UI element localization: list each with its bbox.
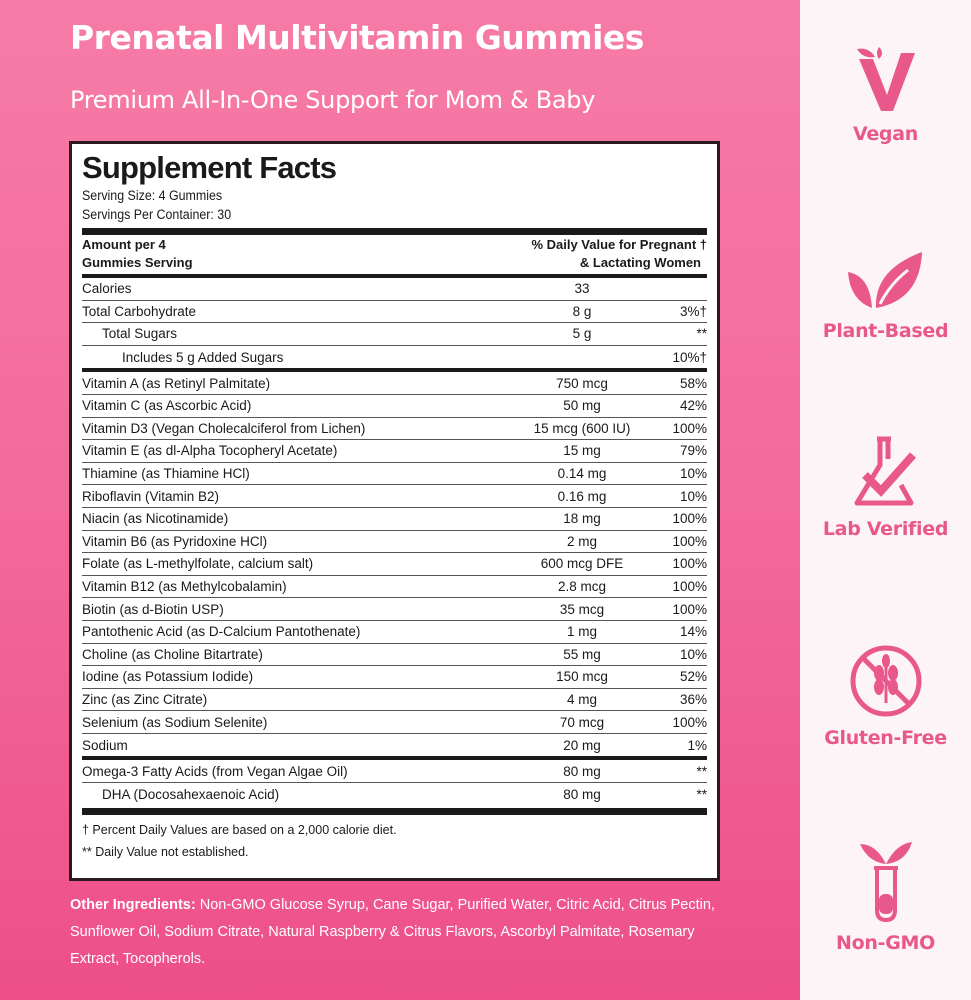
nutrient-amount: 15 mg bbox=[563, 443, 601, 459]
nutrient-daily-value: ** bbox=[696, 786, 707, 802]
nutrient-amount: 50 mg bbox=[563, 398, 601, 414]
nutrient-name: Vitamin C (as Ascorbic Acid) bbox=[82, 398, 252, 414]
col-dv: % Daily Value for Pregnant † bbox=[531, 237, 707, 252]
badge-label: Plant-Based bbox=[822, 320, 949, 342]
nutrient-amount: 80 mg bbox=[563, 786, 601, 802]
nutrient-amount: 4 mg bbox=[566, 691, 597, 707]
nutrient-daily-value: 1% bbox=[687, 737, 707, 753]
nutrient-name: Iodine (as Potassium Iodide) bbox=[82, 669, 254, 685]
nutrient-name: Includes 5 g Added Sugars bbox=[122, 349, 284, 365]
nutrient-amount: 80 mg bbox=[563, 763, 601, 779]
nutrient-name: Folate (as L-methylfolate, calcium salt) bbox=[82, 556, 314, 572]
nutrient-name: Total Carbohydrate bbox=[82, 303, 197, 319]
badge-label: Vegan bbox=[852, 123, 918, 145]
divider bbox=[82, 808, 707, 815]
col-dv-2: & Lactating Women bbox=[579, 255, 701, 270]
nutrient-name: Total Sugars bbox=[102, 326, 178, 342]
table-row bbox=[82, 531, 707, 554]
nutrient-amount: 20 mg bbox=[563, 737, 601, 753]
nutrient-daily-value: 10% bbox=[679, 488, 707, 504]
nutrient-amount: 750 mcg bbox=[556, 375, 608, 391]
ingredients-text: Non-GMO Glucose Syrup, Cane Sugar, Purified Water, Citric Acid, Citrus Pectin, Sunflower Oil, Sodium Citrate, Natural Raspberry & Citrus Flavors, Ascorbyl Palmitate, Rosemary Extract, Tocopherols. bbox=[70, 897, 715, 967]
badge-vegan bbox=[800, 45, 971, 145]
nutrient-daily-value: 42% bbox=[679, 398, 707, 414]
nutrient-daily-value: 10%† bbox=[672, 349, 707, 365]
footnote-not-established: ** Daily Value not established. bbox=[82, 844, 249, 859]
nutrient-amount: 2.8 mcg bbox=[557, 579, 607, 595]
nutrient-name: Choline (as Choline Bitartrate) bbox=[82, 646, 263, 662]
nutrient-amount: 150 mcg bbox=[556, 669, 608, 685]
table-row bbox=[82, 598, 707, 621]
nutrient-amount: 2 mg bbox=[566, 533, 597, 549]
badge-label: Lab Verified bbox=[822, 518, 949, 540]
nutrient-name: Vitamin B6 (as Pyridoxine HCl) bbox=[82, 533, 268, 549]
nutrient-daily-value: 58% bbox=[679, 375, 707, 391]
no-wheat-icon bbox=[848, 643, 924, 719]
footnote-dv: † Percent Daily Values are based on a 2,000 calorie diet. bbox=[82, 822, 397, 837]
table-row bbox=[82, 301, 707, 324]
nutrient-daily-value: 52% bbox=[679, 669, 707, 685]
other-ingredients bbox=[70, 892, 730, 973]
nutrient-name: Omega-3 Fatty Acids (from Vegan Algae Oil) bbox=[82, 763, 348, 779]
supplement-facts-panel bbox=[69, 141, 720, 881]
table-row bbox=[82, 689, 707, 712]
badge-lab-verified bbox=[800, 435, 971, 540]
badge-gluten-free bbox=[800, 643, 971, 749]
nutrient-daily-value: 100% bbox=[672, 556, 707, 572]
table-row bbox=[82, 666, 707, 689]
nutrient-name: Vitamin B12 (as Methylcobalamin) bbox=[82, 579, 287, 595]
nutrient-name: DHA (Docosahexaenoic Acid) bbox=[102, 786, 280, 802]
nutrient-amount: 55 mg bbox=[563, 646, 601, 662]
nutrient-name: Riboflavin (Vitamin B2) bbox=[82, 488, 220, 504]
table-row bbox=[82, 760, 707, 783]
badge-non-gmo bbox=[800, 838, 971, 954]
nutrient-daily-value: 100% bbox=[672, 533, 707, 549]
vegan-v-leaf-icon bbox=[851, 45, 921, 115]
table-row bbox=[82, 485, 707, 508]
table-row bbox=[82, 278, 707, 301]
table-row bbox=[82, 463, 707, 486]
leaves-icon bbox=[846, 250, 926, 312]
nutrient-name: Niacin (as Nicotinamide) bbox=[82, 511, 229, 527]
nutrient-amount: 33 bbox=[574, 281, 590, 297]
table-row bbox=[82, 783, 707, 806]
nutrient-name: Vitamin A (as Retinyl Palmitate) bbox=[82, 375, 271, 391]
nutrient-daily-value: 10% bbox=[679, 646, 707, 662]
flask-check-icon bbox=[851, 435, 921, 510]
nutrient-amount: 0.14 mg bbox=[557, 466, 607, 482]
nutrient-name: Sodium bbox=[82, 737, 128, 753]
facts-heading: Supplement Facts bbox=[82, 150, 337, 185]
table-row bbox=[82, 372, 707, 395]
nutrient-daily-value: ** bbox=[696, 326, 707, 342]
nutrient-amount: 35 mcg bbox=[559, 601, 605, 617]
nutrient-daily-value: 10% bbox=[679, 466, 707, 482]
nutrient-group-3 bbox=[82, 760, 707, 805]
table-row bbox=[82, 644, 707, 667]
test-tube-sprout-icon bbox=[856, 838, 916, 924]
table-row bbox=[82, 576, 707, 599]
table-row bbox=[82, 346, 707, 369]
nutrient-name: Vitamin E (as dl-Alpha Tocopheryl Acetate) bbox=[82, 443, 338, 459]
col-amount-2: Gummies Serving bbox=[82, 255, 193, 270]
divider bbox=[82, 228, 707, 235]
nutrient-daily-value: 100% bbox=[672, 579, 707, 595]
ingredients-label: Other Ingredients: bbox=[70, 897, 196, 913]
nutrient-amount: 1 mg bbox=[566, 624, 597, 640]
table-header bbox=[82, 235, 707, 274]
nutrient-daily-value: 36% bbox=[679, 691, 707, 707]
table-row bbox=[82, 323, 707, 346]
table-row bbox=[82, 395, 707, 418]
table-row bbox=[82, 553, 707, 576]
nutrient-amount: 15 mcg (600 IU) bbox=[533, 420, 631, 436]
nutrient-group-1 bbox=[82, 278, 707, 368]
nutrient-daily-value: 100% bbox=[672, 420, 707, 436]
nutrient-name: Calories bbox=[82, 281, 132, 297]
table-row bbox=[82, 621, 707, 644]
nutrient-name: Vitamin D3 (Vegan Cholecalciferol from Lichen) bbox=[82, 420, 366, 436]
badge-label: Non-GMO bbox=[836, 932, 935, 954]
nutrient-amount: 18 mg bbox=[563, 511, 601, 527]
nutrient-name: Selenium (as Sodium Selenite) bbox=[82, 714, 268, 730]
nutrient-group-2 bbox=[82, 372, 707, 756]
product-subtitle: Premium All-In-One Support for Mom & Baby bbox=[70, 86, 596, 114]
product-title: Prenatal Multivitamin Gummies bbox=[70, 18, 644, 57]
servings-per-container: Servings Per Container: 30 bbox=[82, 207, 232, 222]
nutrient-name: Pantothenic Acid (as D-Calcium Pantothenate) bbox=[82, 624, 361, 640]
nutrient-daily-value: ** bbox=[696, 763, 707, 779]
table-row bbox=[82, 711, 707, 734]
table-row bbox=[82, 508, 707, 531]
nutrient-name: Thiamine (as Thiamine HCl) bbox=[82, 466, 250, 482]
nutrient-daily-value: 100% bbox=[672, 714, 707, 730]
nutrient-daily-value: 100% bbox=[672, 601, 707, 617]
col-amount: Amount per 4 bbox=[82, 237, 166, 252]
badge-plant-based bbox=[800, 250, 971, 342]
nutrient-name: Biotin (as d-Biotin USP) bbox=[82, 601, 224, 617]
badge-label: Gluten-Free bbox=[824, 727, 947, 749]
nutrient-amount: 5 g bbox=[572, 326, 592, 342]
nutrient-amount: 70 mcg bbox=[559, 714, 605, 730]
nutrient-amount: 600 mcg DFE bbox=[540, 556, 624, 572]
table-row bbox=[82, 418, 707, 441]
table-row bbox=[82, 440, 707, 463]
nutrient-daily-value: 79% bbox=[679, 443, 707, 459]
nutrient-daily-value: 3%† bbox=[679, 303, 707, 319]
nutrient-amount: 0.16 mg bbox=[557, 488, 607, 504]
nutrient-amount: 8 g bbox=[572, 303, 592, 319]
serving-size: Serving Size: 4 Gummies bbox=[82, 188, 223, 203]
nutrient-daily-value: 14% bbox=[679, 624, 707, 640]
nutrient-name: Zinc (as Zinc Citrate) bbox=[82, 691, 208, 707]
nutrient-daily-value: 100% bbox=[672, 511, 707, 527]
table-row bbox=[82, 734, 707, 757]
